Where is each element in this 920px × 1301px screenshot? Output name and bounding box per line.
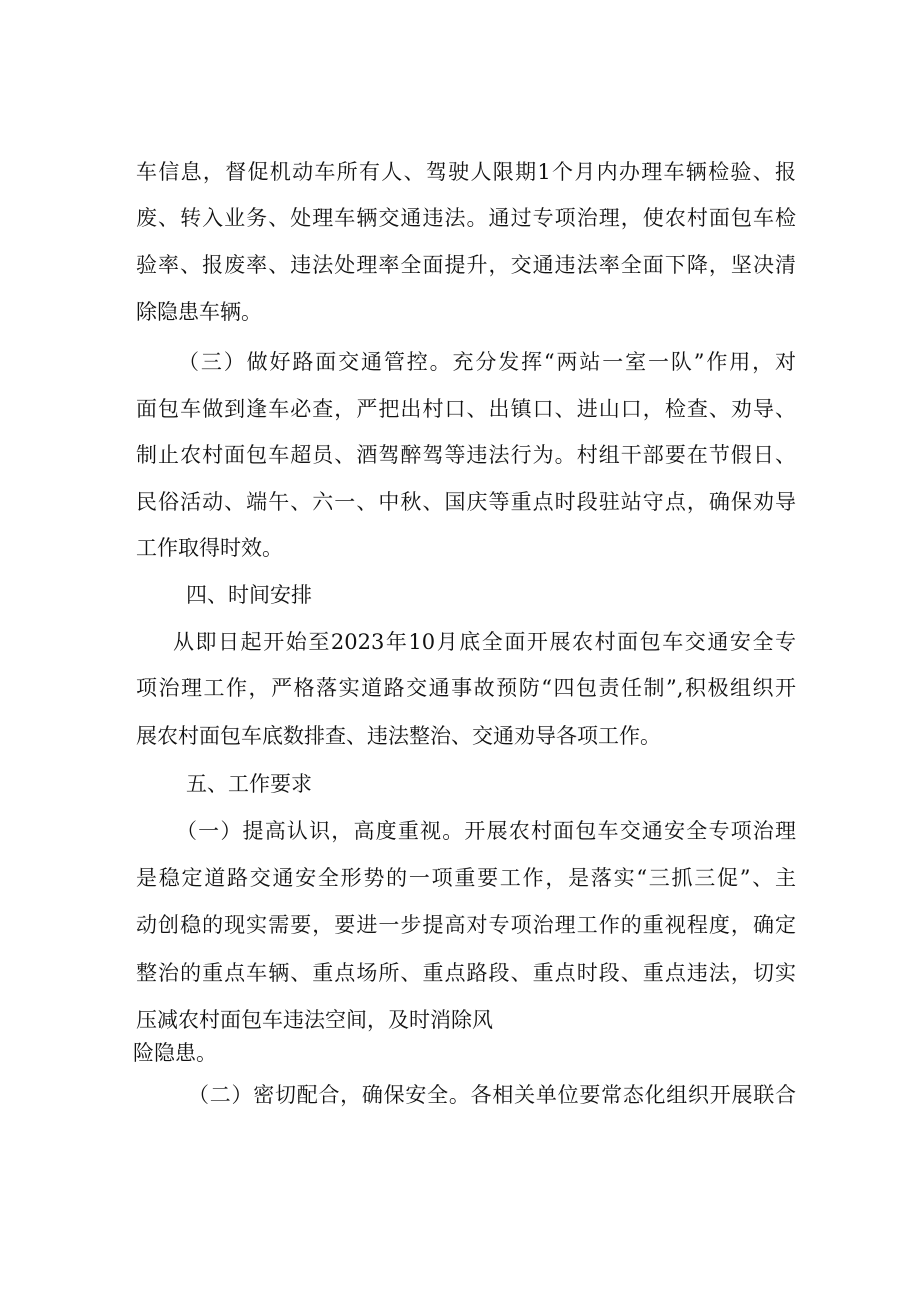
paragraph-line: 面包车做到逢车必查，严把出村口、出镇口、进山口，检查、劝导、: [136, 397, 796, 421]
paragraph-line: 车信息，督促机动车所有人、驾驶人限期1个月内办理车辆检验、报: [136, 160, 796, 184]
paragraph-line: 除隐患车辆。: [136, 300, 262, 324]
section-heading: 四、时间安排: [186, 583, 312, 607]
paragraph-line: 民俗活动、端午、六一、中秋、国庆等重点时段驻站守点，确保劝导: [136, 490, 796, 514]
paragraph-line: 是稳定道路交通安全形势的一项重要工作，是落实“三抓三促”、主: [136, 866, 796, 890]
paragraph-line: 工作取得时效。: [136, 536, 283, 560]
paragraph-line: 险隐患。: [133, 1041, 217, 1065]
paragraph-line: （二）密切配合，确保安全。各相关单位要常态化组织开展联合: [188, 1083, 796, 1107]
paragraph-line: 从即日起开始至2023年10月底全面开展农村面包车交通安全专: [173, 630, 796, 654]
paragraph-line: （一）提高认识，高度重视。开展农村面包车交通安全专项治理: [176, 819, 796, 843]
paragraph-line: 制止农村面包车超员、酒驾醉驾等违法行为。村组干部要在节假日、: [136, 443, 796, 467]
paragraph-line: 压减农村面包车违法空间，及时消除风: [136, 1008, 493, 1032]
paragraph-line: 项治理工作，严格落实道路交通事故预防“四包责任制”,积极组织开: [136, 676, 796, 700]
paragraph-line: 动创稳的现实需要，要进一步提高对专项治理工作的重视程度，确定: [136, 913, 796, 937]
paragraph-line: 展农村面包车底数排查、违法整治、交通劝导各项工作。: [136, 724, 661, 748]
section-heading: 五、工作要求: [186, 772, 312, 796]
paragraph-line: （三）做好路面交通管控。充分发挥“两站一室一队”作用，对: [178, 350, 796, 374]
paragraph-line: 废、转入业务、处理车辆交通违法。通过专项治理，使农村面包车检: [136, 206, 796, 230]
paragraph-line: 验率、报废率、违法处理率全面提升，交通违法率全面下降，坚决清: [136, 253, 796, 277]
paragraph-line: 整治的重点车辆、重点场所、重点路段、重点时段、重点违法，切实: [136, 961, 796, 985]
